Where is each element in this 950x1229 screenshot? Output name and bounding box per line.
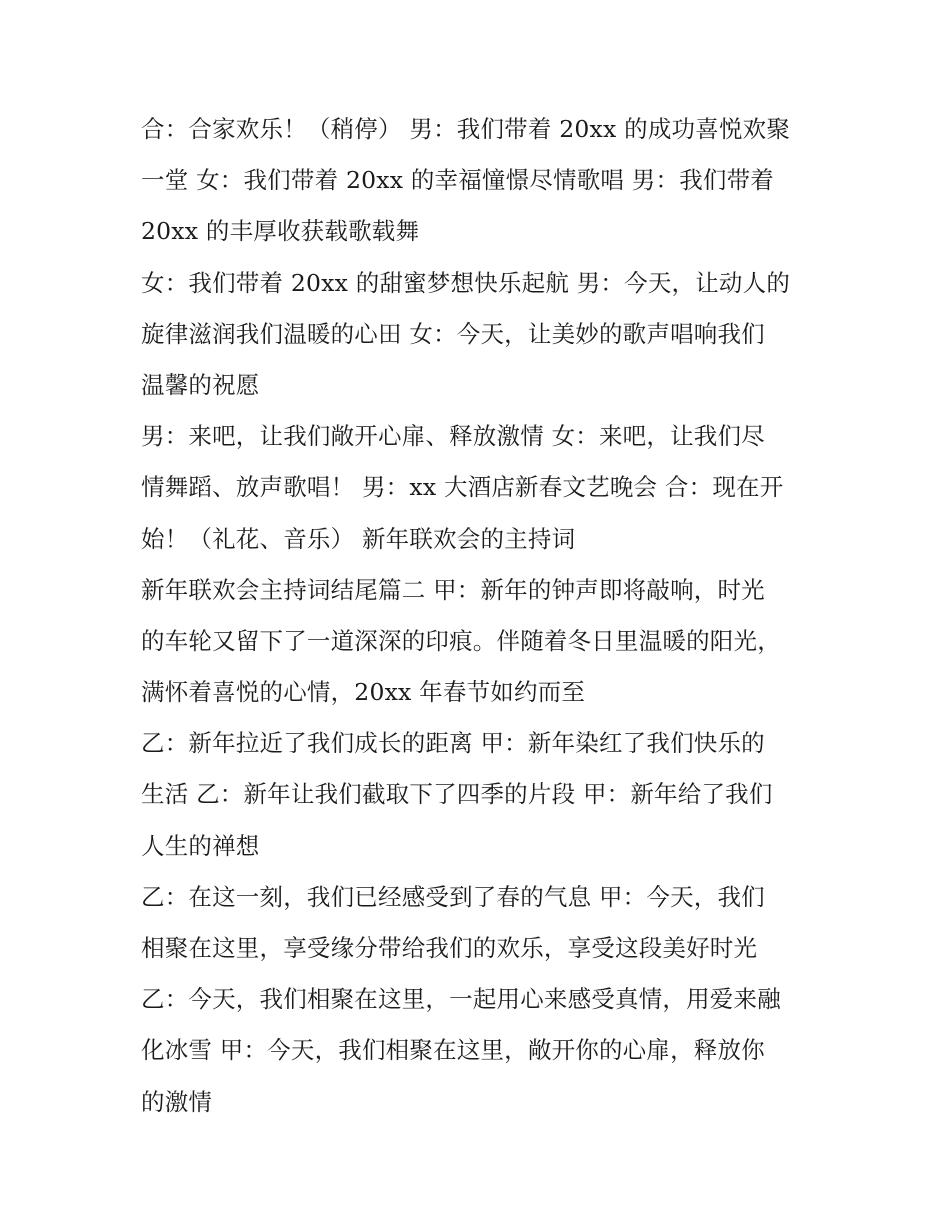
text-line: 温馨的祝愿 <box>141 370 260 399</box>
text-line: 一堂 女：我们带着 20xx 的幸福憧憬尽情歌唱 男：我们带着 <box>141 166 774 195</box>
text-line: 相聚在这里，享受缘分带给我们的欢乐，享受这段美好时光 <box>141 934 758 962</box>
text-line: 人生的禅想 <box>141 831 260 860</box>
text-line: 情舞蹈、放声歌唱！ 男：xx 大酒店新春文艺晚会 合：现在开 <box>141 473 784 502</box>
text-line: 满怀着喜悦的心情，20xx 年春节如约而至 <box>141 678 586 707</box>
text-line: 的车轮又留下了一道深深的印痕。伴随着冬日里温暖的阳光， <box>141 626 781 655</box>
text-line: 女：我们带着 20xx 的甜蜜梦想快乐起航 男：今天，让动人的 <box>141 268 791 297</box>
text-line: 化冰雪 甲：今天，我们相聚在这里，敞开你的心扉，释放你 <box>141 1036 765 1065</box>
text-line: 的激情 <box>141 1087 213 1116</box>
text-line: 乙：在这一刻，我们已经感受到了春的气息 甲：今天，我们 <box>141 882 765 911</box>
text-line: 旋律滋润我们温暖的心田 女：今天，让美妙的歌声唱响我们 <box>141 319 765 348</box>
text-line: 乙：今天，我们相聚在这里，一起用心来感受真情，用爱来融 <box>141 985 781 1014</box>
document-body <box>141 104 821 1128</box>
text-line: 合：合家欢乐！（稍停） 男：我们带着 20xx 的成功喜悦欢聚 <box>141 115 791 143</box>
text-line: 新年联欢会主持词结尾篇二 甲：新年的钟声即将敲响，时光 <box>141 575 765 604</box>
text-line: 始！（礼花、音乐） 新年联欢会的主持词 <box>141 524 576 553</box>
text-line: 男：来吧，让我们敞开心扉、释放激情 女：来吧，让我们尽 <box>141 422 765 451</box>
text-line: 20xx 的丰厚收获载歌载舞 <box>141 217 420 246</box>
text-line: 乙：新年拉近了我们成长的距离 甲：新年染红了我们快乐的 <box>141 729 765 758</box>
text-line: 生活 乙：新年让我们截取下了四季的片段 甲：新年给了我们 <box>141 780 773 809</box>
